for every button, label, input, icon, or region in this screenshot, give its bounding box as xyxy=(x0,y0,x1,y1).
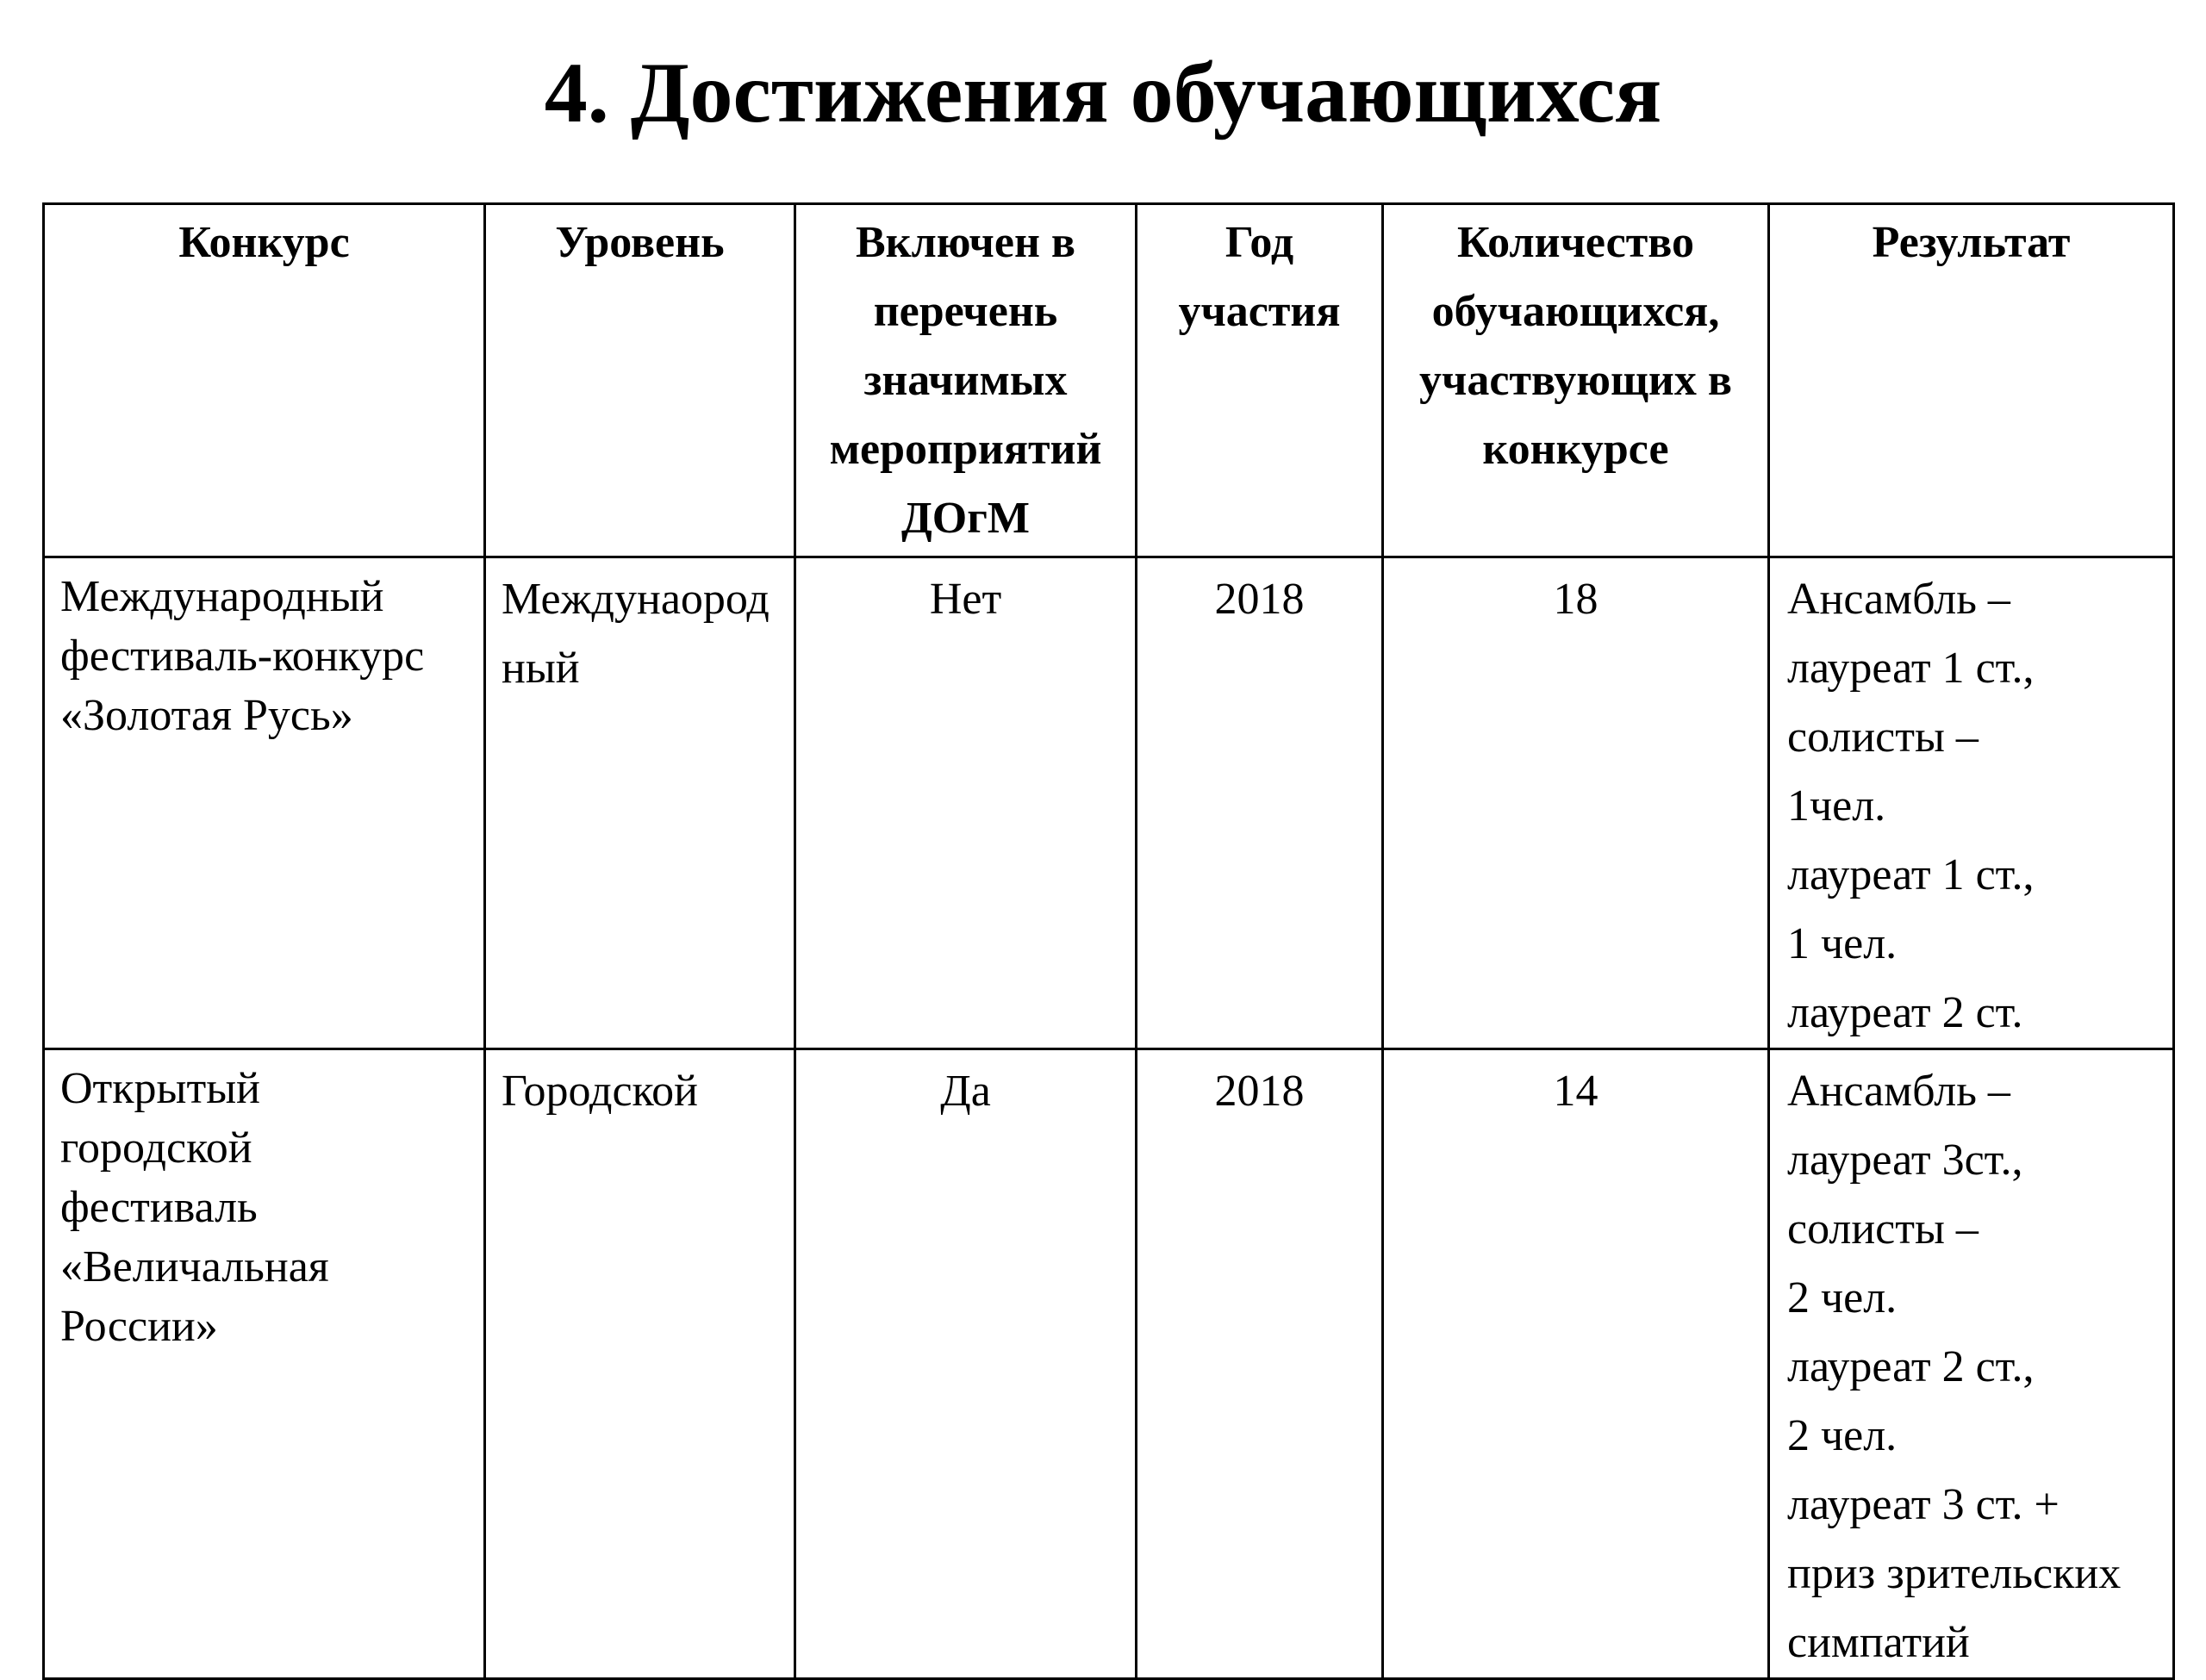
header-line: перечень xyxy=(873,287,1058,336)
year-cell: 2018 xyxy=(1137,1049,1383,1679)
header-line: обучающихся, xyxy=(1431,287,1720,336)
result-cell xyxy=(1769,1049,2174,1679)
result-line: солисты – xyxy=(1787,712,1979,762)
result-line: 2 чел. xyxy=(1787,1273,1898,1322)
contest-line: Международный xyxy=(60,572,384,621)
result-line: лауреат 3ст., xyxy=(1787,1136,2023,1185)
result-line: 1 чел. xyxy=(1787,919,1898,968)
level-line: ный xyxy=(502,644,580,693)
result-line: лауреат 2 ст., xyxy=(1787,1342,2035,1391)
contest-line: фестиваль xyxy=(60,1183,258,1232)
contest-line: «Величальная xyxy=(60,1242,329,1291)
result-line: Ансамбль – xyxy=(1787,1067,2010,1116)
header-count xyxy=(1383,204,1769,557)
page-title: 4. Достижения обучающихся xyxy=(544,45,1662,140)
level-cell xyxy=(485,1049,795,1679)
included-cell: Да xyxy=(795,1049,1137,1679)
contest-cell xyxy=(44,1049,485,1679)
contest-line: Открытый xyxy=(60,1064,260,1113)
header-level xyxy=(485,204,795,557)
header-result xyxy=(1769,204,2174,557)
level-cell xyxy=(485,557,795,1049)
header-line: Результат xyxy=(1872,218,2071,267)
contest-line: городской xyxy=(60,1123,252,1173)
table-header-row xyxy=(44,204,2174,557)
level-line: Городской xyxy=(502,1067,698,1116)
contest-line: фестиваль-конкурс xyxy=(60,632,425,681)
result-line: лауреат 1 ст., xyxy=(1787,850,2035,899)
header-line: конкурсе xyxy=(1482,425,1669,474)
contest-line: «Золотая Русь» xyxy=(60,691,353,740)
header-contest xyxy=(44,204,485,557)
header-line: мероприятий xyxy=(829,425,1102,474)
contest-cell xyxy=(44,557,485,1049)
table-row xyxy=(44,1049,2174,1679)
result-line: лауреат 3 ст. + xyxy=(1787,1480,2060,1529)
result-line: приз зрительских xyxy=(1787,1549,2122,1598)
result-line: лауреат 1 ст., xyxy=(1787,644,2035,693)
header-line: участия xyxy=(1178,287,1341,336)
header-line: Год xyxy=(1225,218,1294,267)
included-cell: Нет xyxy=(795,557,1137,1049)
result-cell xyxy=(1769,557,2174,1049)
achievements-table xyxy=(42,202,2175,1680)
result-line: симпатий xyxy=(1787,1618,1970,1667)
contest-line: России» xyxy=(60,1302,218,1351)
result-line: 1чел. xyxy=(1787,781,1886,831)
header-line: участвующих в xyxy=(1419,356,1732,405)
table-row xyxy=(44,557,2174,1049)
count-cell: 18 xyxy=(1383,557,1769,1049)
level-line: Междунаород xyxy=(502,575,770,624)
result-line: солисты – xyxy=(1787,1204,1979,1254)
header-line: значимых xyxy=(863,356,1068,405)
header-line: Уровень xyxy=(555,218,725,267)
header-line: Количество xyxy=(1457,218,1694,267)
result-line: 2 чел. xyxy=(1787,1411,1898,1460)
year-cell: 2018 xyxy=(1137,557,1383,1049)
header-line: Включен в xyxy=(855,218,1076,267)
header-line: ДОгМ xyxy=(901,494,1030,543)
header-line: Конкурс xyxy=(178,218,350,267)
header-year xyxy=(1137,204,1383,557)
result-line: Ансамбль – xyxy=(1787,575,2010,624)
count-cell: 14 xyxy=(1383,1049,1769,1679)
result-line: лауреат 2 ст. xyxy=(1787,988,2023,1037)
header-included xyxy=(795,204,1137,557)
achievements-table-container xyxy=(42,202,2175,1680)
